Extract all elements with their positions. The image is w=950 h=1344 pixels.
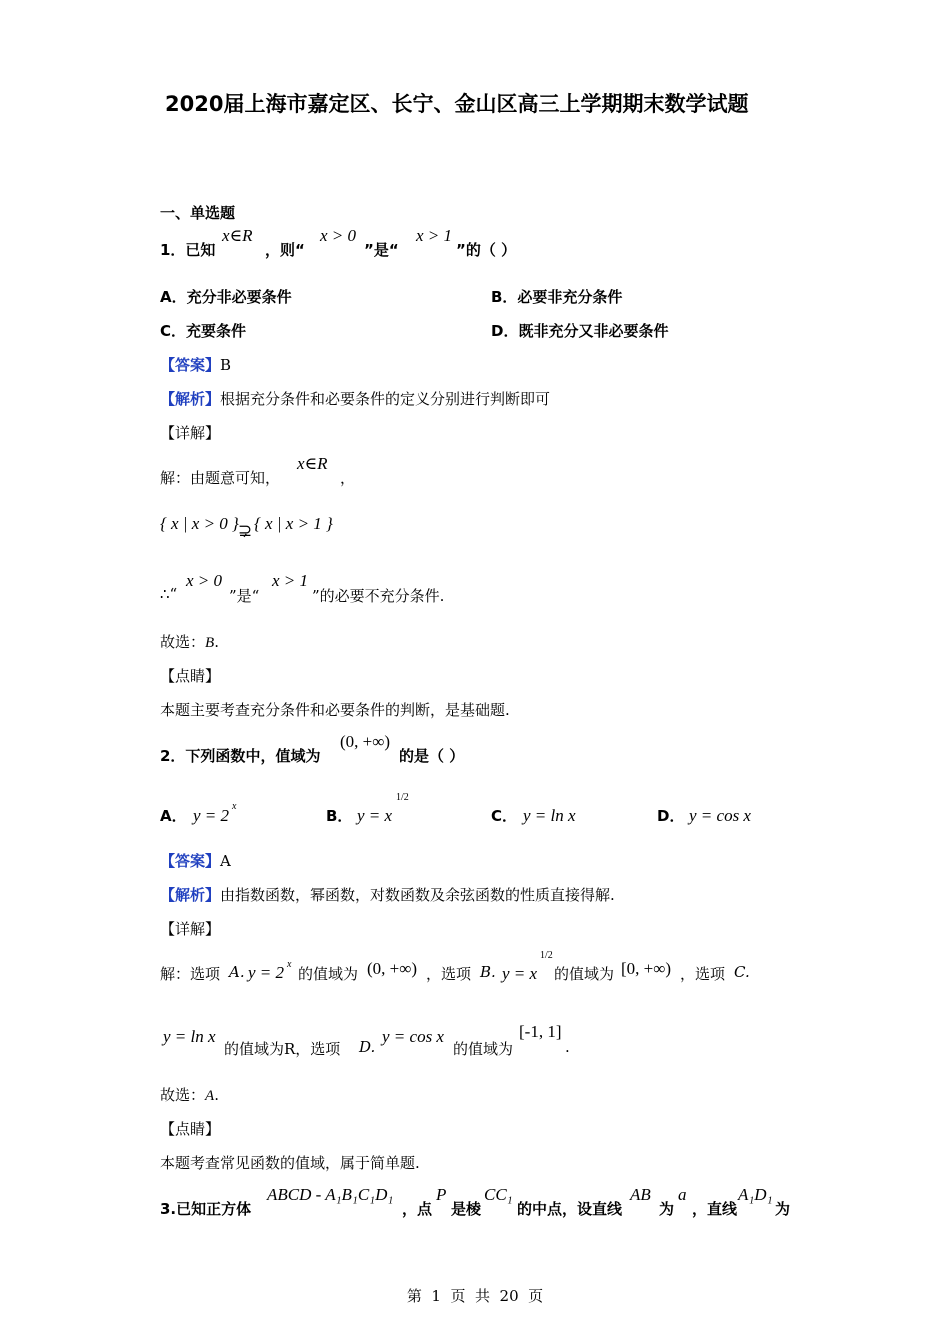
choice-period: . bbox=[214, 1086, 219, 1104]
page-footer: 第 1 页 共 20 页 bbox=[406, 1287, 544, 1305]
section-heading: 一、单选题 bbox=[160, 204, 236, 222]
q1-option-b: B．必要非充分条件 bbox=[491, 288, 623, 306]
q3-stem-text: 的中点，设直线 bbox=[517, 1200, 623, 1218]
q2-option-b-exponent: 1/2 bbox=[396, 792, 409, 803]
q2-solution-text: ，选项 bbox=[426, 965, 472, 983]
q2-detail-tag: 【详解】 bbox=[160, 920, 221, 938]
q2-solution-math: y = x bbox=[502, 964, 538, 983]
q2-option-b-math: y = x bbox=[357, 806, 393, 825]
q2-option-a-math: y = 2 bbox=[193, 806, 230, 825]
q1-option-d: D．既非充分又非必要条件 bbox=[491, 322, 669, 340]
q2-solution-exponent: x bbox=[287, 959, 292, 970]
q3-math-edge: CC₁ bbox=[484, 1185, 513, 1204]
answer-tag: 【答案】 bbox=[160, 852, 221, 870]
q2-analysis bbox=[160, 884, 615, 905]
q3-stem-text: 是棱 bbox=[451, 1200, 482, 1218]
q2-option-a-label: A． bbox=[160, 807, 187, 825]
q1-set-1: { x | x > 0 } bbox=[160, 514, 239, 533]
q2-solution-option: B. bbox=[480, 963, 496, 981]
q1-conclusion-text: ”是“ bbox=[229, 587, 260, 605]
q2-solution-exponent: 1/2 bbox=[540, 950, 553, 961]
q3-stem-text: ，点 bbox=[402, 1200, 433, 1218]
choice-period: . bbox=[214, 633, 219, 651]
analysis-text: 由指数函数，幂函数，对数函数及余弦函数的性质直接得解. bbox=[220, 886, 615, 904]
q1-conclusion-text: ”的必要不充分条件. bbox=[312, 587, 445, 605]
q2-solution-range: (0, +∞) bbox=[367, 959, 418, 978]
q2-solution-option: C. bbox=[734, 963, 750, 981]
q1-conclusion-math: x > 1 bbox=[272, 571, 309, 590]
choice-label: 故选： bbox=[160, 1086, 206, 1104]
q2-solution-text: . bbox=[565, 1038, 570, 1056]
q1-option-a: A．充分非必要条件 bbox=[160, 288, 292, 306]
q1-solution-text: ， bbox=[340, 469, 356, 487]
q1-stem-text: ”是“ bbox=[364, 241, 399, 259]
q2-solution-math: y = 2 bbox=[248, 963, 285, 982]
q2-option-d-label: D． bbox=[657, 807, 685, 825]
q1-option-c: C．充要条件 bbox=[160, 322, 247, 340]
q2-stem-text: 2．下列函数中，值域为 bbox=[160, 747, 321, 765]
q2-solution-range: [-1, 1] bbox=[519, 1022, 562, 1041]
q2-option-d-math: y = cos x bbox=[689, 806, 751, 825]
q1-math-condition-1: x > 0 bbox=[320, 226, 357, 245]
q1-stem-text: ，则“ bbox=[265, 241, 305, 259]
q3-stem-text: 为 bbox=[775, 1200, 791, 1218]
q2-option-b-label: B． bbox=[326, 807, 353, 825]
q1-choice bbox=[160, 631, 219, 652]
q1-supset-symbol: ⊋ bbox=[238, 521, 253, 540]
q2-option-a-exponent: x bbox=[232, 801, 237, 812]
q2-solution-text: ，选项 bbox=[680, 965, 726, 983]
q1-review-text: 本题主要考查充分条件和必要条件的判断，是基础题. bbox=[160, 701, 510, 719]
analysis-tag: 【解析】 bbox=[160, 886, 221, 904]
q2-solution-math: y = ln x bbox=[163, 1027, 216, 1046]
q2-solution-range: [0, +∞) bbox=[621, 959, 672, 978]
q3-stem-text: ，直线 bbox=[692, 1200, 738, 1218]
q1-conclusion-math: x > 0 bbox=[186, 571, 223, 590]
q2-solution-option: A. bbox=[229, 963, 245, 981]
q2-review-text: 本题考查常见函数的值域，属于简单题. bbox=[160, 1154, 420, 1172]
q2-stem-text: 的是（ ） bbox=[399, 747, 465, 765]
q2-choice bbox=[160, 1084, 219, 1105]
analysis-tag: 【解析】 bbox=[160, 390, 221, 408]
q3-math-a: a bbox=[678, 1185, 687, 1204]
answer-value: A bbox=[220, 852, 231, 870]
q3-math-point: P bbox=[436, 1185, 447, 1204]
choice-value: A bbox=[205, 1088, 215, 1104]
q3-math-cube: ABCD - A₁B₁C₁D₁ bbox=[267, 1185, 394, 1204]
q1-answer bbox=[160, 354, 231, 375]
q1-stem-text: ”的（ ） bbox=[456, 241, 517, 259]
q2-solution-text: 的值域为R，选项 bbox=[224, 1040, 341, 1058]
q2-option-c-math: y = ln x bbox=[523, 806, 576, 825]
q1-review-tag: 【点睛】 bbox=[160, 667, 221, 685]
q3-stem-text: 为 bbox=[659, 1200, 675, 1218]
answer-tag: 【答案】 bbox=[160, 356, 221, 374]
q2-solution-math: y = cos x bbox=[382, 1027, 444, 1046]
document-title: 2020届上海市嘉定区、长宁、金山区高三上学期期末数学试题 bbox=[165, 92, 749, 116]
choice-label: 故选： bbox=[160, 633, 206, 651]
q1-math-condition-2: x > 1 bbox=[416, 226, 453, 245]
q2-answer bbox=[160, 850, 231, 871]
q1-conclusion-text: ∴“ bbox=[160, 585, 178, 603]
q2-review-tag: 【点睛】 bbox=[160, 1120, 221, 1138]
q2-solution-text: 的值域为 bbox=[298, 965, 359, 983]
q1-set-2: { x | x > 1 } bbox=[254, 514, 333, 533]
q2-solution-text: 解：选项 bbox=[160, 965, 221, 983]
analysis-text: 根据充分条件和必要条件的定义分别进行判断即可 bbox=[220, 390, 551, 408]
q1-detail-tag: 【详解】 bbox=[160, 424, 221, 442]
q2-solution-text: 的值域为 bbox=[453, 1040, 514, 1058]
q1-stem-text: 1．已知 bbox=[160, 241, 216, 259]
q3-stem-text: 3.已知正方体 bbox=[160, 1200, 252, 1218]
q3-math-line-a1d1: A₁D₁ bbox=[738, 1185, 773, 1204]
choice-value: B bbox=[205, 635, 215, 651]
q1-solution-text: 解：由题意可知， bbox=[160, 469, 281, 487]
q2-math-range: (0, +∞) bbox=[340, 732, 391, 751]
q1-analysis bbox=[160, 388, 550, 409]
q2-option-c-label: C． bbox=[491, 807, 518, 825]
answer-value: B bbox=[220, 356, 232, 374]
q2-solution-option: D. bbox=[359, 1038, 376, 1056]
q1-math-x-in-r: x∈R bbox=[222, 226, 253, 245]
q1-solution-math: x∈R bbox=[297, 454, 328, 473]
q2-solution-text: 的值域为 bbox=[554, 965, 615, 983]
q3-math-line-ab: AB bbox=[630, 1185, 651, 1204]
